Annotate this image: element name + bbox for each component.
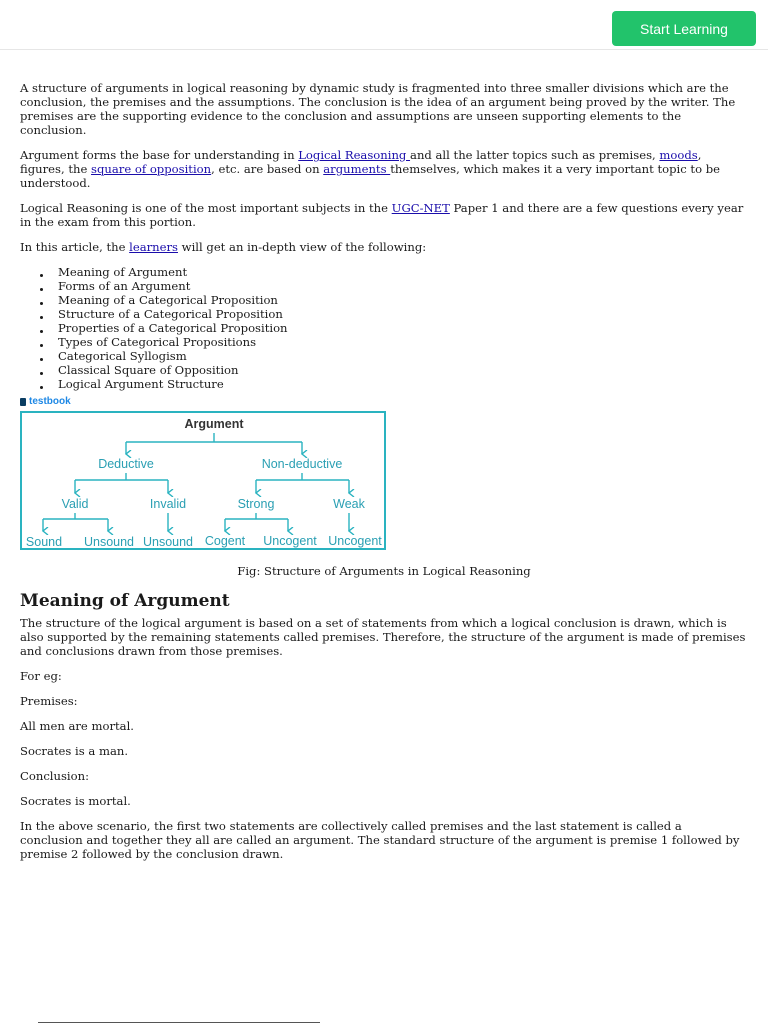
node-weak: Weak <box>333 497 365 511</box>
ugc-net-link[interactable]: UGC-NET <box>391 201 450 215</box>
top-bar <box>0 0 768 50</box>
section-heading: Meaning of Argument <box>20 591 230 611</box>
example-line: For eg: <box>20 669 62 683</box>
toc-item: Meaning of Argument <box>58 265 748 279</box>
text: , etc. are based on <box>211 162 324 176</box>
text: Logical Reasoning is one of the most important subjects in the <box>20 201 392 215</box>
node-argument: Argument <box>184 417 244 431</box>
learners-link[interactable]: learners <box>129 240 178 254</box>
argument-paragraph <box>20 148 748 190</box>
learners-paragraph <box>20 240 748 254</box>
text: themselves, which makes it a very important topic to be understood. <box>20 162 721 190</box>
section-paragraph: In the above scenario, the first two statements are collectively called premises and the last statement is called a conclusion and together they all are called an argument. The standard structure of the argument is premise 1 followed by premise 2 followed by the conclusion drawn. <box>20 819 740 861</box>
example-line: Premises: <box>20 694 78 708</box>
text: , figures, the <box>20 148 702 176</box>
figure-caption: Fig: Structure of Arguments in Logical Reasoning <box>237 564 531 578</box>
ugc-net-paragraph <box>20 201 748 229</box>
node-invalid: Invalid <box>149 497 187 511</box>
moods-link[interactable]: moods <box>659 148 698 162</box>
square-of-opposition-link[interactable]: square of opposition <box>91 162 212 176</box>
toc-item: Structure of a Categorical Proposition <box>58 307 748 321</box>
example-line: All men are mortal. <box>20 719 134 733</box>
text: In this article, the <box>20 240 130 254</box>
testbook-logo-text: testbook <box>29 396 71 407</box>
start-learning-button[interactable]: Start Learning <box>612 11 756 46</box>
intro-paragraph: A structure of arguments in logical reasoning by dynamic study is fragmented into three smaller divisions which are the conclusion, the premises and the assumptions. The conclusion is the idea of an argument being proved by the writer. The premises are the supporting evidence to the conclusion and assumptions are unseen supporting elements to the conclusion. <box>20 81 736 137</box>
argument-diagram <box>20 411 386 550</box>
text: Argument forms the base for understanding in <box>20 148 299 162</box>
toc-item: Forms of an Argument <box>58 279 748 293</box>
toc-item: Properties of a Categorical Proposition <box>58 321 748 335</box>
toc-item: Classical Square of Opposition <box>58 363 748 377</box>
node-uncogent: Uncogent <box>328 534 382 548</box>
node-deductive: Deductive <box>98 457 154 471</box>
node-unsound: Unsound <box>142 535 194 549</box>
testbook-logo-icon <box>20 398 26 406</box>
node-unsound: Unsound <box>83 535 135 549</box>
example-line: Conclusion: <box>20 769 89 783</box>
argument-tree <box>22 413 388 552</box>
arguments-link[interactable]: arguments <box>323 162 391 176</box>
text: and all the latter topics such as premises, <box>410 148 660 162</box>
text: will get an in-depth view of the following: <box>177 240 427 254</box>
testbook-logo <box>20 396 748 408</box>
toc-item: Logical Argument Structure <box>58 377 748 391</box>
node-non-deductive: Non-deductive <box>261 457 343 471</box>
node-uncogent: Uncogent <box>263 534 317 548</box>
node-strong: Strong <box>237 497 275 511</box>
example-line: Socrates is a man. <box>20 744 129 758</box>
node-cogent: Cogent <box>204 534 246 548</box>
logical-reasoning-link[interactable]: Logical Reasoning <box>298 148 411 162</box>
example-line: Socrates is mortal. <box>20 794 131 808</box>
node-valid: Valid <box>61 497 89 511</box>
table-of-contents <box>20 265 748 391</box>
section-paragraph: The structure of the logical argument is based on a set of statements from which a logical conclusion is drawn, which is also supported by the remaining statements called premises. Therefore, the structure of the argument is made of premises and conclusions drawn from those premises. <box>20 616 746 658</box>
toc-item: Types of Categorical Propositions <box>58 335 748 349</box>
toc-item: Meaning of a Categorical Proposition <box>58 293 748 307</box>
article-body <box>20 81 748 872</box>
node-sound: Sound <box>25 535 63 549</box>
divider <box>38 1022 320 1023</box>
toc-item: Categorical Syllogism <box>58 349 748 363</box>
text: Paper 1 and there are a few questions every year in the exam from this portion. <box>20 201 744 229</box>
